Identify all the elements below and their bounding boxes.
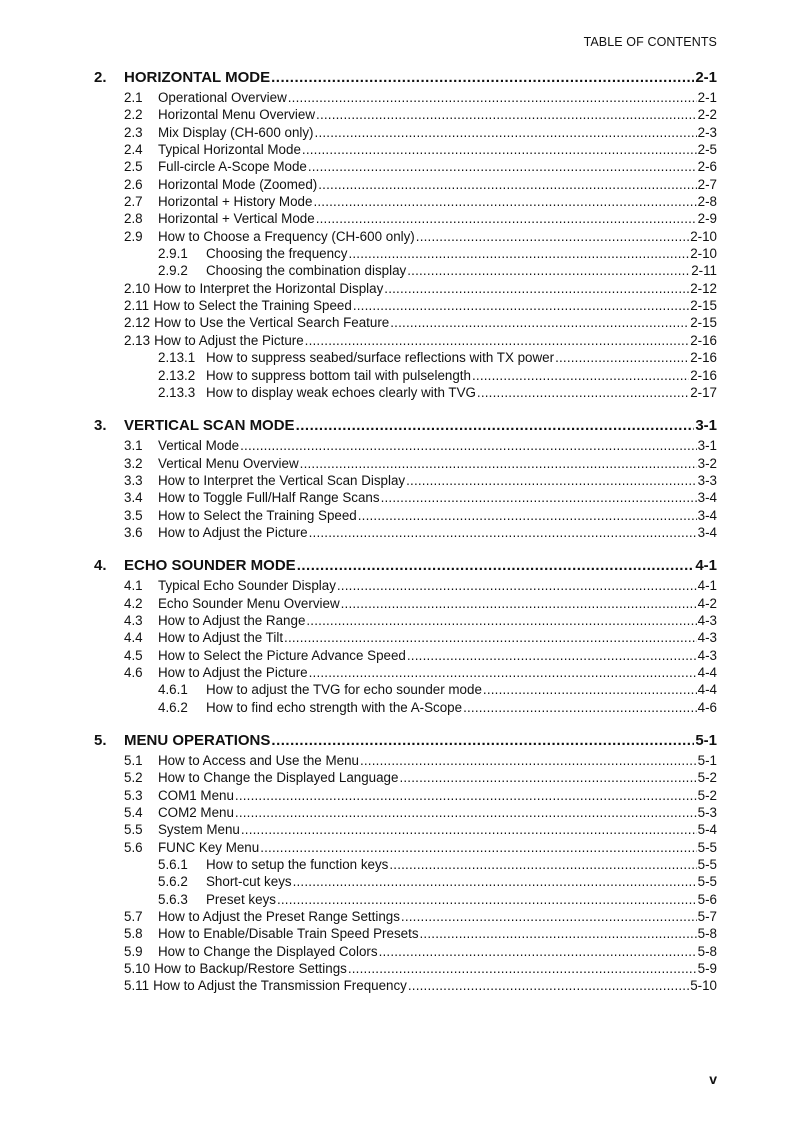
toc-entry-number: 2.9.1 [158,246,188,262]
toc-section-entry[interactable] [94,176,717,193]
toc-entry-page: 4-6 [697,699,717,715]
toc-entry-page: 5-9 [697,961,717,977]
dot-leader [271,732,694,749]
toc-subsection-entry[interactable] [94,873,717,890]
toc-entry-number: 5.6 [124,839,143,855]
toc-entry-page: 4-2 [697,595,717,611]
toc-entry-title: HORIZONTAL MODE [124,69,271,86]
toc-entry-title: Horizontal Mode (Zoomed) [158,176,318,192]
toc-section-entry[interactable] [94,297,717,314]
toc-entry-title: MENU OPERATIONS [124,732,271,749]
toc-entry-title: Vertical Menu Overview [158,455,299,471]
toc-entry-number: 2.5 [124,159,143,175]
toc-subsection-entry[interactable] [94,384,717,401]
toc-section-entry[interactable] [94,106,717,123]
toc-entry-number: 2. [94,69,107,86]
dot-leader [315,124,697,141]
toc-entry-page: 3-4 [697,507,717,523]
toc-subsection-entry[interactable] [94,349,717,366]
toc-entry-title: Full-circle A-Scope Mode [158,159,307,175]
toc-entry-page: 5-2 [697,787,717,803]
toc-entry-title: COM1 Menu [158,787,234,803]
toc-entry-title: How to Adjust the Transmission Frequency [153,978,407,994]
toc-section-entry[interactable] [94,839,717,856]
toc-chapter [94,417,717,541]
toc-entry-page: 2-1 [697,90,717,105]
toc-entry-page: 5-6 [697,891,717,907]
toc-entry-page: 5-10 [690,978,717,994]
dot-leader [472,367,689,384]
dot-leader [284,629,697,646]
dot-leader [399,769,696,786]
toc-entry-page: 5-1 [695,732,717,749]
toc-entry-page: 2-12 [690,280,717,296]
toc-entry-title: Choosing the combination display [206,263,407,279]
dot-leader [240,437,697,454]
toc-chapter-heading[interactable] [94,417,717,437]
toc-section-entry[interactable] [94,489,717,506]
toc-entry-page: 3-3 [697,472,717,488]
dot-leader [300,455,697,472]
toc-entry-title: How to adjust the TVG for echo sounder mode [206,682,482,698]
toc-entry-page: 2-10 [690,246,717,262]
toc-entry-number: 4.4 [124,630,143,646]
toc-entry-number: 4. [94,557,107,575]
toc-entry-title: How to Interpret the Horizontal Display [154,280,384,296]
toc-section-entry[interactable] [94,629,717,646]
dot-leader [235,804,697,821]
dot-leader [337,577,697,594]
toc-entry-page: 5-8 [697,943,717,959]
toc-entry-number: 3.6 [124,524,143,540]
toc-entry-number: 2.6 [124,176,143,192]
toc-entry-title: How to Adjust the Picture [154,332,304,348]
toc-entry-title: ECHO SOUNDER MODE [124,557,296,575]
toc-entry-title: How to Adjust the Picture [158,524,308,540]
dot-leader [309,524,697,541]
dot-leader [401,908,697,925]
toc-entry-title: Short-cut keys [206,874,292,890]
toc-entry-title: Horizontal + History Mode [158,194,313,210]
toc-subsection-entry[interactable] [94,262,717,279]
toc-entry-page: 4-4 [697,682,717,698]
toc-section-entry[interactable] [94,455,717,472]
toc-section-entry[interactable] [94,821,717,838]
toc-entry-title: Mix Display (CH-600 only) [158,124,314,140]
dot-leader [260,839,696,856]
toc-section-entry[interactable] [94,141,717,158]
toc-entry-title: How to Adjust the Tilt [158,630,284,646]
toc-entry-page: 4-1 [697,578,717,594]
toc-entry-number: 5.9 [124,943,143,959]
toc-entry-title: How to Enable/Disable Train Speed Presets [158,926,419,942]
toc-entry-page: 2-16 [690,350,717,366]
toc-entry-page: 2-11 [691,263,717,279]
toc-chapter-heading[interactable] [94,557,717,577]
toc-entry-title: How to Backup/Restore Settings [154,961,347,977]
toc-entry-number: 3.2 [124,455,143,471]
toc-entry-number: 2.13 [124,332,151,348]
toc-entry-page: 4-1 [695,557,717,575]
toc-entry-title: Horizontal Menu Overview [158,107,316,123]
dot-leader [318,176,696,193]
toc-entry-title: Typical Horizontal Mode [158,142,301,158]
toc-entry-page: 3-4 [697,490,717,506]
toc-entry-number: 5.3 [124,787,143,803]
toc-entry-title: How to Select the Training Speed [153,298,352,314]
toc-entry-title: How to Change the Displayed Language [158,770,399,786]
toc-entry-title: How to suppress seabed/surface reflections with TX power [206,350,555,366]
toc-section-entry[interactable] [94,507,717,524]
toc-entry-number: 4.5 [124,647,143,663]
dot-leader [308,158,697,175]
toc-entry-number: 2.13.3 [158,384,196,400]
toc-subsection-entry[interactable] [94,367,717,384]
toc-entry-number: 5.10 [124,961,151,977]
toc-entry-title: How to Adjust the Preset Range Settings [158,909,400,925]
toc-entry-number: 2.1 [124,90,143,105]
table-of-contents [94,69,717,1011]
toc-chapter-heading[interactable] [94,732,717,752]
toc-entry-page: 2-8 [697,194,717,210]
toc-entry-title: How to find echo strength with the A-Scope [206,699,463,715]
toc-entry-title: How to setup the function keys [206,857,389,873]
dot-leader [353,297,689,314]
toc-entry-page: 5-4 [697,822,717,838]
dot-leader [235,787,697,804]
dot-leader [416,228,689,245]
dot-leader [288,89,697,106]
toc-entry-number: 3.3 [124,472,143,488]
dot-leader [463,699,697,716]
toc-section-entry[interactable] [94,943,717,960]
toc-subsection-entry[interactable] [94,681,717,698]
dot-leader [293,873,697,890]
toc-entry-title: Preset keys [206,891,276,907]
dot-leader [406,472,697,489]
toc-entry-number: 4.6 [124,664,143,680]
toc-entry-number: 2.7 [124,194,143,210]
dot-leader [241,821,697,838]
toc-entry-number: 2.2 [124,107,143,123]
toc-section-entry[interactable] [94,925,717,942]
dot-leader [390,314,689,331]
toc-entry-number: 3.4 [124,490,143,506]
toc-entry-page: 3-1 [695,417,717,435]
toc-entry-page: 2-3 [697,124,717,140]
toc-entry-number: 4.3 [124,612,143,628]
toc-entry-number: 4.2 [124,595,143,611]
dot-leader [316,106,697,123]
dot-leader [477,384,689,401]
toc-entry-number: 5.2 [124,770,143,786]
toc-entry-page: 5-7 [697,909,717,925]
dot-leader [420,925,697,942]
page-number: v [709,1071,717,1087]
toc-entry-title: How to Access and Use the Menu [158,753,359,768]
toc-entry-page: 2-1 [695,69,717,86]
toc-entry-number: 5.6.1 [158,857,188,873]
toc-entry-page: 5-5 [697,874,717,890]
toc-chapter [94,557,717,716]
toc-section-entry[interactable] [94,280,717,297]
toc-entry-page: 5-1 [697,753,717,768]
toc-entry-number: 5.8 [124,926,143,942]
toc-section-entry[interactable] [94,960,717,977]
toc-entry-page: 5-5 [697,857,717,873]
dot-leader [297,557,695,574]
toc-entry-title: How to Choose a Frequency (CH-600 only) [158,228,415,244]
toc-entry-page: 5-8 [697,926,717,942]
toc-entry-page: 2-9 [697,211,717,227]
toc-section-entry[interactable] [94,664,717,681]
toc-chapter [94,69,717,401]
toc-entry-page: 3-2 [697,455,717,471]
toc-entry-page: 3-4 [697,524,717,540]
toc-entry-page: 5-2 [697,770,717,786]
dot-leader [389,856,696,873]
toc-entry-title: Typical Echo Sounder Display [158,578,336,594]
toc-entry-title: Horizontal + Vertical Mode [158,211,315,227]
toc-entry-title: VERTICAL SCAN MODE [124,417,295,435]
toc-entry-number: 5.7 [124,909,143,925]
toc-entry-title: COM2 Menu [158,805,234,821]
toc-entry-number: 3.5 [124,507,143,523]
dot-leader [381,489,697,506]
toc-entry-page: 2-15 [690,298,717,314]
dot-leader [348,245,689,262]
toc-section-entry[interactable] [94,804,717,821]
toc-entry-page: 2-15 [690,315,717,331]
toc-entry-title: Vertical Mode [158,438,240,454]
toc-chapter [94,732,717,995]
toc-entry-title: How to Change the Displayed Colors [158,943,378,959]
dot-leader [379,943,697,960]
toc-entry-number: 4.6.2 [158,699,188,715]
toc-entry-page: 2-5 [697,142,717,158]
toc-entry-title: How to Toggle Full/Half Range Scans [158,490,380,506]
dot-leader [407,647,697,664]
toc-section-entry[interactable] [94,647,717,664]
dot-leader [360,752,697,769]
toc-section-entry[interactable] [94,577,717,594]
toc-entry-number: 5.6.3 [158,891,188,907]
toc-entry-page: 2-16 [690,332,717,348]
toc-section-entry[interactable] [94,228,717,245]
dot-leader [271,69,694,86]
toc-section-entry[interactable] [94,158,717,175]
toc-entry-page: 2-7 [697,176,717,192]
dot-leader [341,595,697,612]
dot-leader [483,681,697,698]
toc-chapter-heading[interactable] [94,69,717,89]
toc-section-entry[interactable] [94,437,717,454]
toc-entry-number: 5.6.2 [158,874,188,890]
toc-entry-number: 2.9.2 [158,263,188,279]
toc-entry-number: 5. [94,732,107,749]
dot-leader [348,960,697,977]
dot-leader [384,280,689,297]
toc-entry-number: 5.4 [124,805,143,821]
toc-subsection-entry[interactable] [94,699,717,716]
toc-entry-title: Choosing the frequency [206,246,348,262]
dot-leader [277,891,697,908]
toc-subsection-entry[interactable] [94,245,717,262]
toc-entry-page: 5-5 [697,839,717,855]
toc-section-entry[interactable] [94,89,717,106]
toc-entry-page: 4-3 [697,647,717,663]
dot-leader [555,349,689,366]
toc-entry-number: 3.1 [124,438,143,454]
dot-leader [296,417,695,434]
page-header: TABLE OF CONTENTS [583,35,717,49]
dot-leader [407,262,690,279]
toc-entry-number: 4.1 [124,578,143,594]
toc-entry-page: 2-16 [690,367,717,383]
toc-entry-number: 5.1 [124,753,143,768]
toc-entry-number: 2.10 [124,280,151,296]
toc-entry-number: 2.4 [124,142,143,158]
dot-leader [316,210,697,227]
toc-entry-page: 4-3 [697,612,717,628]
toc-entry-title: How to suppress bottom tail with pulselength [206,367,471,383]
toc-entry-number: 2.13.1 [158,350,196,366]
toc-section-entry[interactable] [94,752,717,769]
toc-entry-page: 2-2 [697,107,717,123]
toc-entry-page: 3-1 [697,438,717,454]
toc-entry-title: System Menu [158,822,240,838]
toc-entry-number: 3. [94,417,107,435]
toc-entry-page: 4-4 [697,664,717,680]
toc-entry-title: How to Select the Training Speed [158,507,357,523]
toc-entry-page: 5-3 [697,805,717,821]
toc-entry-number: 2.3 [124,124,143,140]
toc-section-entry[interactable] [94,908,717,925]
toc-section-entry[interactable] [94,210,717,227]
toc-entry-number: 2.12 [124,315,151,331]
toc-entry-number: 4.6.1 [158,682,188,698]
toc-entry-title: Echo Sounder Menu Overview [158,595,340,611]
toc-entry-number: 5.11 [124,978,150,994]
toc-entry-number: 2.13.2 [158,367,196,383]
toc-section-entry[interactable] [94,124,717,141]
dot-leader [358,507,697,524]
toc-section-entry[interactable] [94,612,717,629]
toc-entry-title: FUNC Key Menu [158,839,260,855]
toc-entry-title: How to Use the Vertical Search Feature [154,315,390,331]
dot-leader [305,332,690,349]
toc-subsection-entry[interactable] [94,856,717,873]
dot-leader [302,141,697,158]
dot-leader [313,193,696,210]
toc-entry-page: 2-10 [690,228,717,244]
toc-section-entry[interactable] [94,472,717,489]
toc-entry-title: How to Interpret the Vertical Scan Display [158,472,406,488]
dot-leader [309,664,697,681]
dot-leader [408,977,689,994]
toc-entry-page: 2-6 [697,159,717,175]
toc-entry-title: How to Adjust the Range [158,612,306,628]
toc-entry-number: 2.9 [124,228,143,244]
toc-entry-page: 2-17 [690,384,717,400]
dot-leader [306,612,696,629]
toc-subsection-entry[interactable] [94,891,717,908]
toc-entry-number: 5.5 [124,822,143,838]
toc-section-entry[interactable] [94,787,717,804]
toc-section-entry[interactable] [94,769,717,786]
toc-section-entry[interactable] [94,314,717,331]
toc-entry-number: 2.8 [124,211,143,227]
toc-section-entry[interactable] [94,595,717,612]
toc-section-entry[interactable] [94,332,717,349]
toc-entry-title: Operational Overview [158,90,287,105]
toc-entry-page: 4-3 [697,630,717,646]
toc-entry-number: 2.11 [124,298,150,314]
toc-section-entry[interactable] [94,193,717,210]
toc-section-entry[interactable] [94,977,717,994]
toc-entry-title: How to Select the Picture Advance Speed [158,647,406,663]
toc-entry-title: How to display weak echoes clearly with TVG [206,384,476,400]
toc-entry-title: How to Adjust the Picture [158,664,308,680]
toc-section-entry[interactable] [94,524,717,541]
